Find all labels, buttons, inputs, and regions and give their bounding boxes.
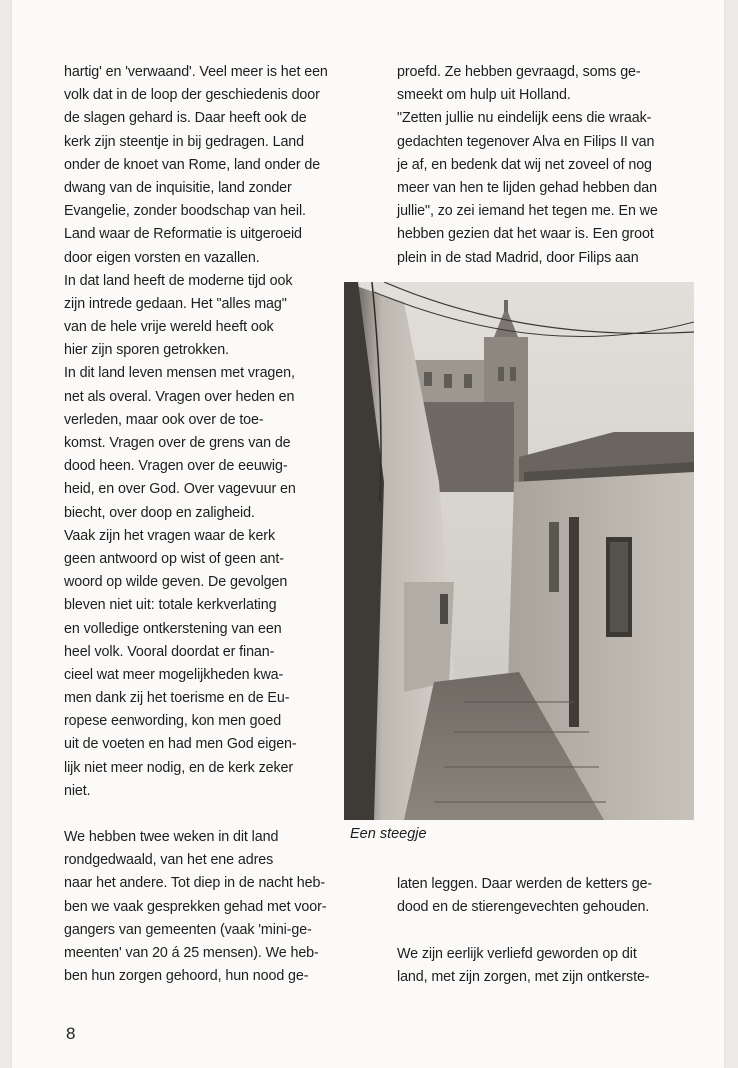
text-line: "Zetten jullie nu eindelijk eens die wraak- [397, 110, 652, 127]
text-line: heel volk. Vooral doordat er finan- [64, 643, 275, 660]
left-column-top [64, 61, 328, 803]
text-line: dood heen. Vragen over de eeuwig- [64, 458, 288, 475]
text-line: Vaak zijn het vragen waar de kerk [64, 527, 275, 544]
text-line: Evangelie, zonder boodschap van heil. [64, 203, 306, 220]
photo-caption: Een steegje [350, 826, 427, 842]
text-line: van de hele vrije wereld heeft ook [64, 319, 274, 336]
text-line: uit de voeten en had men God eigen- [64, 736, 297, 753]
text-line: meer van hen te lijden gehad hebben dan [397, 179, 658, 196]
text-line: geen antwoord op wist of geen ant- [64, 550, 284, 567]
text-line: plein in de stad Madrid, door Filips aan [397, 249, 639, 266]
text-line: zijn intrede gedaan. Het "alles mag" [64, 295, 287, 312]
text-line: proefd. Ze hebben gevraagd, soms ge- [397, 64, 641, 80]
text-line: gangers van gemeenten (vaak 'mini-ge- [64, 921, 312, 938]
text-line: naar het andere. Tot diep in de nacht heb- [64, 875, 326, 892]
text-line: land, met zijn zorgen, met zijn ontkerste- [397, 969, 650, 986]
text-line: In dat land heeft de moderne tijd ook [64, 272, 293, 289]
text-line: Land waar de Reformatie is uitgeroeid [64, 226, 302, 243]
text-line: je af, en bedenk dat wij net zoveel of nog [397, 156, 652, 173]
text-line: heid, en over God. Over vagevuur en [64, 481, 296, 498]
text-line: laten leggen. Daar werden de ketters ge- [397, 876, 653, 892]
text-line: ben we vaak gesprekken gehad met voor- [64, 898, 327, 915]
text-line: onder de knoet van Rome, land onder de [64, 156, 321, 173]
text-line: kerk zijn steentje in bij gedragen. Land [64, 133, 304, 150]
text-line: smeekt om hulp uit Holland. [397, 87, 571, 104]
text-line: In dit land leven mensen met vragen, [64, 365, 295, 382]
right-column-bottom-paragraph-2 [397, 943, 649, 989]
text-line: We zijn eerlijk verliefd geworden op dit [397, 946, 637, 962]
text-line: niet. [64, 782, 91, 799]
text-line: net als overal. Vragen over heden en [64, 388, 295, 405]
text-line: jullie", zo zei iemand het tegen me. En we [397, 203, 658, 220]
right-column-bottom-paragraph-1 [397, 873, 652, 919]
right-column-top [397, 61, 658, 270]
text-line: komst. Vragen over de grens van de [64, 435, 291, 451]
document-page [12, 0, 724, 1068]
text-line: We hebben twee weken in dit land [64, 829, 279, 845]
text-line: door eigen vorsten en vazallen. [64, 249, 260, 266]
text-line: de slagen gehard is. Daar heeft ook de [64, 110, 307, 127]
text-line: bleven niet uit: totale kerkverlating [64, 597, 277, 614]
text-line: rondgedwaald, van het ene adres [64, 852, 274, 869]
text-line: volk dat in de loop der geschiedenis door [64, 87, 320, 104]
text-line: hartig' en 'verwaand'. Veel meer is het een [64, 64, 328, 80]
left-column-bottom [64, 826, 326, 988]
text-line: men dank zij het toerisme en de Eu- [64, 690, 290, 707]
text-line: lijk niet meer nodig, en de kerk zeker [64, 759, 294, 776]
text-line: dood en de stierengevechten gehouden. [397, 899, 650, 916]
text-line: hier zijn sporen getrokken. [64, 342, 229, 359]
text-line: biecht, over doop en zaligheid. [64, 504, 255, 521]
text-line: verleden, maar ook over de toe- [64, 411, 264, 428]
text-line: hebben gezien dat het waar is. Een groot [397, 226, 654, 243]
text-line: gedachten tegenover Alva en Filips II van [397, 133, 655, 150]
alley-photo [344, 282, 694, 820]
text-line: ben hun zorgen gehoord, hun nood ge- [64, 968, 309, 985]
text-line: woord op wilde geven. De gevolgen [64, 574, 288, 591]
text-line: dwang van de inquisitie, land zonder [64, 179, 292, 196]
text-line: meenten' van 20 á 25 mensen). We heb- [64, 944, 319, 961]
text-line: en volledige ontkerstening van een [64, 620, 282, 637]
text-line: ropese eenwording, kon men goed [64, 713, 282, 730]
page-number: 8 [66, 1024, 76, 1043]
text-line: cieel wat meer mogelijkheden kwa- [64, 666, 284, 683]
